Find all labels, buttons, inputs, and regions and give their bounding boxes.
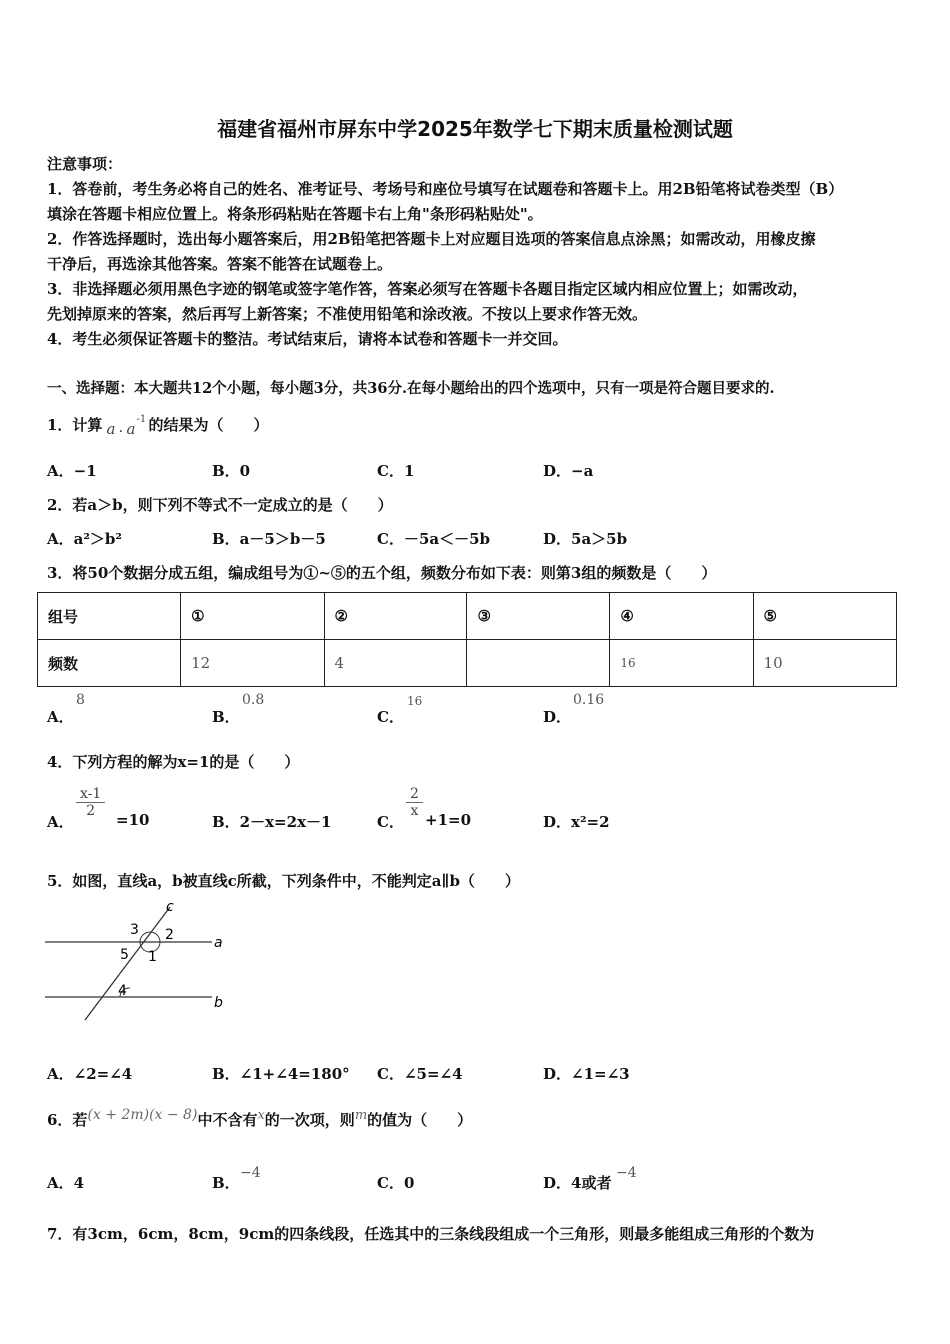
q1-option-c: C．1 (377, 462, 415, 480)
q5-option-d: D．∠1=∠3 (543, 1065, 630, 1083)
q2-option-b: B．a－5＞b－5 (212, 530, 326, 548)
table-cell: 16 (610, 640, 753, 687)
question-7: 7．有3cm，6cm，8cm，9cm的四条线段，任选其中的三条线段组成一个三角形，则最多能组成三角形的个数为 (47, 1225, 815, 1243)
q2-option-c: C．－5a＜－5b (377, 530, 491, 548)
q4-option-c-fraction (406, 786, 423, 819)
q3-option-a-value: 8 (76, 692, 85, 708)
table-cell: 频数 (38, 640, 181, 687)
angle-label-4: 4 (118, 983, 127, 999)
q4-c-denominator: x (410, 803, 419, 819)
q6-suffix: 的值为（ ） (367, 1111, 473, 1129)
question-2: 2．若a＞b，则下列不等式不一定成立的是（ ） (47, 496, 393, 514)
q1-expr-b: a (126, 420, 136, 438)
q3-option-c-label: C． (377, 708, 404, 726)
q1-expr-a: a (106, 420, 116, 438)
label-c: c (166, 899, 174, 915)
q4-option-a-label: A． (47, 813, 74, 831)
table-cell: ④ (610, 593, 753, 640)
label-a: a (214, 935, 223, 951)
q6-expression: (x + 2m)(x − 8) (87, 1107, 198, 1123)
line-c (85, 907, 170, 1020)
q6-option-d-value: −4 (616, 1165, 637, 1181)
angle-label-3: 3 (130, 922, 139, 938)
q4-option-d: D．x²=2 (543, 813, 610, 831)
q1-prefix: 1．计算 (47, 416, 103, 434)
table-row (38, 593, 897, 640)
q3-option-c-value: 16 (407, 694, 423, 708)
question-1 (47, 414, 269, 440)
angle-label-5: 5 (120, 947, 129, 963)
q1-suffix: 的结果为（ ） (148, 416, 269, 434)
q6-mid2: 的一次项，则 (264, 1111, 355, 1129)
table-row (38, 640, 897, 687)
parallel-lines-figure (40, 895, 240, 1025)
q4-a-numerator: x-1 (76, 786, 105, 803)
q4-option-b: B．2－x=2x－1 (212, 813, 332, 831)
q2-option-d: D．5a＞5b (543, 530, 628, 548)
q6-option-d: D．4或者 (543, 1174, 612, 1192)
table-cell: 12 (181, 640, 324, 687)
q3-option-b-value: 0.8 (242, 692, 265, 708)
notice-line: 1．答卷前，考生务必将自己的姓名、准考证号、考场号和座位号填写在试题卷和答题卡上。用2B铅笔将试卷类型（B） (47, 180, 844, 198)
table-cell: 组号 (38, 593, 181, 640)
q6-option-b: B． (212, 1174, 240, 1192)
q1-option-d: D．−a (543, 462, 594, 480)
notice-line: 4．考生必须保证答题卡的整洁。考试结束后，请将本试卷和答题卡一并交回。 (47, 330, 568, 348)
notice-line: 先划掉原来的答案，然后再写上新答案；不准使用铅笔和涂改液。不按以上要求作答无效。 (47, 305, 648, 323)
page-title: 福建省福州市屏东中学2025年数学七下期末质量检测试题 (217, 117, 733, 141)
question-4: 4．下列方程的解为x=1的是（ ） (47, 753, 300, 771)
q4-option-c-rest: +1=0 (425, 811, 472, 829)
q5-option-c: C．∠5=∠4 (377, 1065, 463, 1083)
q2-option-a: A．a²＞b² (47, 530, 122, 548)
q3-option-a-label: A． (47, 708, 74, 726)
q4-a-denominator: 2 (86, 803, 96, 819)
q4-c-numerator: 2 (406, 786, 423, 803)
question-3: 3．将50个数据分成五组，编成组号为①~⑤的五个组，频数分布如下表：则第3组的频数是（ ） (47, 564, 717, 582)
q1-expr-dot: · (118, 422, 124, 440)
q6-var-x: x (257, 1108, 265, 1123)
notice-heading: 注意事项： (47, 155, 123, 173)
table-cell: ② (324, 593, 467, 640)
q4-option-c-label: C． (377, 813, 404, 831)
q4-option-a-fraction (76, 786, 105, 819)
question-6 (47, 1109, 472, 1130)
q6-option-c: C．0 (377, 1174, 415, 1192)
table-cell: 10 (753, 640, 896, 687)
table-cell: ⑤ (753, 593, 896, 640)
q6-option-a: A．4 (47, 1174, 85, 1192)
table-cell: ① (181, 593, 324, 640)
table-cell: ③ (467, 593, 610, 640)
q3-option-d-value: 0.16 (573, 692, 605, 708)
label-b: b (214, 995, 223, 1011)
section-heading: 一、选择题：本大题共12个小题，每小题3分，共36分.在每小题给出的四个选项中，只有一项是符合题目要求的. (47, 380, 775, 397)
q5-option-b: B．∠1+∠4=180° (212, 1065, 350, 1083)
notice-line: 3．非选择题必须用黑色字迹的钢笔或签字笔作答，答案必须写在答题卡各题目指定区域内相应位置上；如需改动， (47, 280, 808, 298)
angle-label-2: 2 (165, 927, 174, 943)
q1-option-b: B．0 (212, 462, 251, 480)
question-5: 5．如图，直线a，b被直线c所截，下列条件中，不能判定a∥b（ ） (47, 872, 520, 890)
q5-option-a: A．∠2=∠4 (47, 1065, 133, 1083)
q6-prefix: 6．若 (47, 1111, 88, 1129)
notice-line: 干净后，再选涂其他答案。答案不能答在试题卷上。 (47, 255, 393, 273)
q1-option-a: A．−1 (47, 462, 97, 480)
q3-option-d-label: D． (543, 708, 572, 726)
angle-label-1: 1 (148, 949, 157, 965)
table-cell (467, 640, 610, 687)
frequency-table (37, 592, 897, 687)
notice-line: 填涂在答题卡相应位置上。将条形码粘贴在答题卡右上角"条形码粘贴处"。 (47, 205, 543, 223)
notice-line: 2．作答选择题时，选出每小题答案后，用2B铅笔把答题卡上对应题目选项的答案信息点涂黑；如需改动，用橡皮擦 (47, 230, 816, 248)
q1-expr-exp: -1 (136, 414, 147, 425)
q6-mid1: 中不含有 (197, 1111, 258, 1129)
table-cell: 4 (324, 640, 467, 687)
q6-var-m: m (354, 1108, 368, 1123)
q3-option-b-label: B． (212, 708, 240, 726)
q4-option-a-rest: =10 (116, 811, 150, 829)
q6-option-b-value: −4 (240, 1165, 261, 1181)
